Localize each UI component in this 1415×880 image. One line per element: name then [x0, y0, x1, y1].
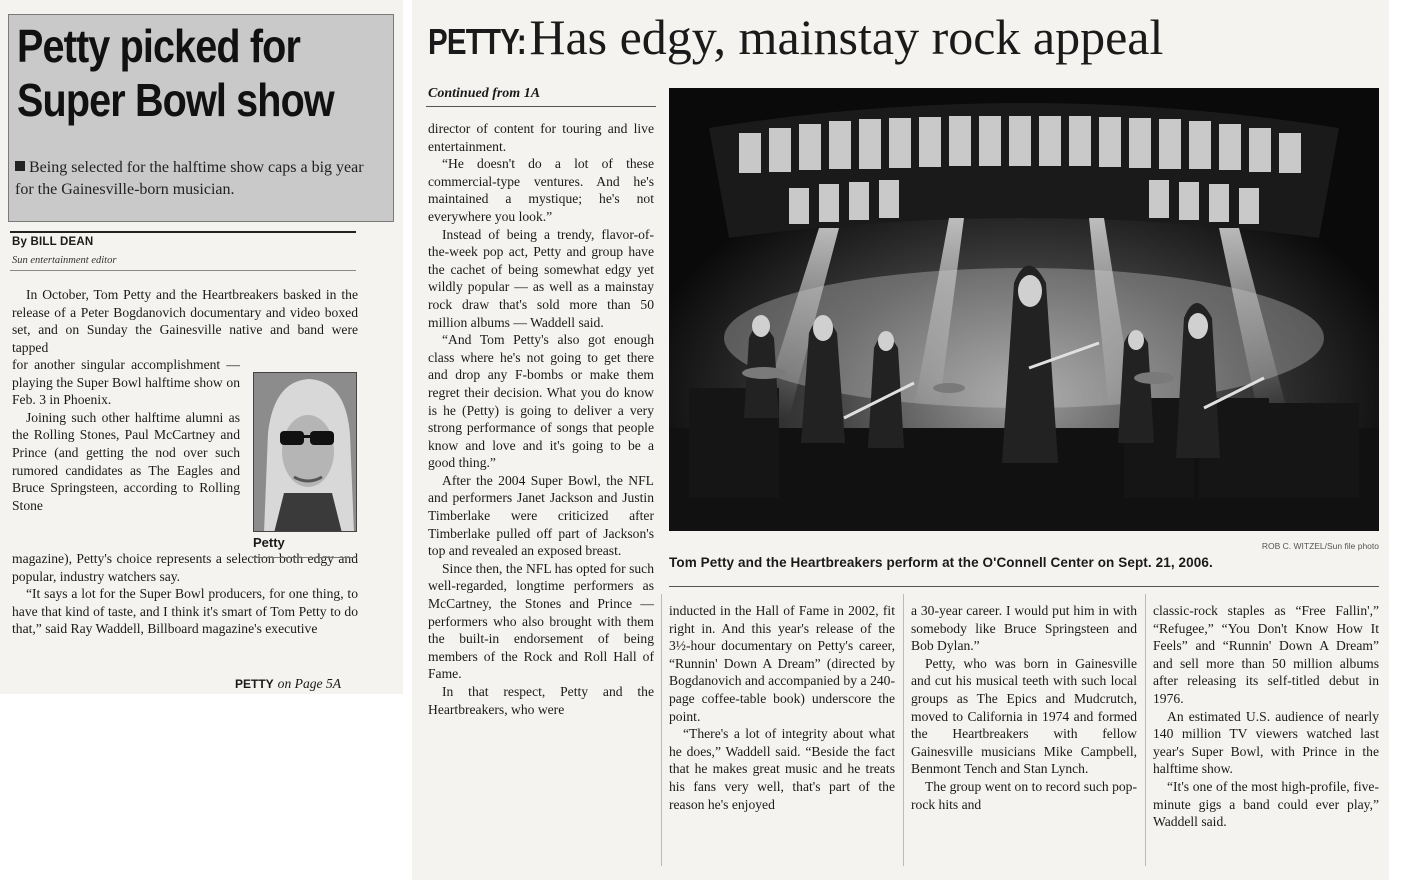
col4-paragraph: An estimated U.S. audience of nearly 140 million TV viewers watched last year's Super Bowl, with Prince in the halftime show. — [1153, 708, 1379, 777]
byline: By BILL DEAN — [12, 236, 94, 248]
mugshot-rule — [253, 557, 357, 558]
jump-headline-text: Has edgy, mainstay rock appeal — [529, 9, 1164, 65]
col4-paragraph: “It's one of the most high-profile, five-minute gigs a band could ever play,” Waddell said. — [1153, 778, 1379, 830]
headline-line-2: Super Bowl show — [17, 74, 334, 126]
jump-column-2 — [669, 602, 895, 813]
jump-kicker: PETTY — [235, 677, 274, 691]
front-column-top — [12, 286, 358, 356]
col1-paragraph: Instead of being a trendy, flavor-of-the-week pop act, Petty and group have the cachet of being somewhat edgy yet wildly popular — as well as a mainstay rock draw that's sold more than 50 million albums — Waddell said. — [428, 226, 654, 330]
jump-column-1 — [428, 120, 654, 718]
col3-paragraph: Petty, who was born in Gainesville and cut his musical teeth with such local groups as The Epics and Mudcrutch, moved to California in 1974 and formed the Heartbreakers with fellow Gainesville musicians Mike Campbell, Benmont Tench and Stan Lynch. — [911, 655, 1137, 777]
photo-credit: ROB C. WITZEL/Sun file photo — [1261, 541, 1379, 551]
petty-mugshot-photo — [253, 372, 357, 532]
column-rule — [1145, 594, 1146, 866]
col2-paragraph: “There's a lot of integrity about what he does,” Waddell said. “Beside the fact that he makes great music and he treats his fans very well, that's part of the reason he's enjoyed — [669, 726, 895, 812]
deck-text: Being selected for the halftime show caps a big year for the Gainesville-born musician. — [15, 159, 364, 198]
front-paragraph-1: In October, Tom Petty and the Heartbreakers basked in the release of a Peter Bogdanovich documentary and video boxed set, and on Sunday the Gainesville native and band were tapped — [12, 287, 358, 355]
front-paragraph-2: Joining such other halftime alumni as the Rolling Stones, Paul McCartney and Prince (and getting the nod over such rumored candidates as The Eagles and Bruce Springsteen, according to Rolling Stone — [12, 409, 240, 513]
col4-paragraph: classic-rock staples as “Free Fallin',” “Refugee,” “You Don't Know How It Feels” and “Runnin' Down A Dream” and sell more than 50 million albums after releasing its self-titled debut in 1976. — [1153, 603, 1379, 706]
column-rule — [661, 594, 662, 866]
col3-paragraph: The group went on to record such pop-rock hits and — [911, 778, 1137, 812]
front-page-clipping — [0, 0, 403, 694]
jump-column-3 — [911, 602, 1137, 813]
front-paragraph-3: “It says a lot for the Super Bowl producers, for one thing, to have that kind of taste, and I think it's smart of Tom Petty to do that,” said Ray Waddell, Billboard magazine's executive — [12, 586, 358, 637]
byline-title: Sun entertainment editor — [12, 255, 117, 266]
col2-paragraph: inducted in the Hall of Fame in 2002, fit right in. And this year's release of the 3½-hour documentary on Petty's career, “Runnin' Down A Dream” (directed by Bogdanovich and accompanied by a 240-page coffee-table book) underscore the point. — [669, 603, 895, 724]
column-rule — [903, 594, 904, 866]
deck — [15, 157, 385, 201]
concert-photo — [669, 88, 1379, 531]
jump-line — [235, 676, 341, 692]
photo-caption: Tom Petty and the Heartbreakers perform at the O'Connell Center on Sept. 21, 2006. — [669, 555, 1213, 570]
jump-headline — [428, 8, 1163, 66]
front-column-wrap — [12, 356, 240, 514]
headline-box — [8, 14, 394, 222]
continued-from: Continued from 1A — [428, 86, 541, 101]
col1-paragraph: “And Tom Petty's also got enough class where he's not going to get there and drop any F-bombs or make them regret their decision. What you do know is he (Petty) is going to deliver a very strong performance of songs that people know and love and it's going to be a good thing.” — [428, 332, 654, 471]
col1-paragraph: director of content for touring and live entertainment. — [428, 121, 654, 154]
jump-column-4 — [1153, 602, 1379, 831]
col1-paragraph: Since then, the NFL has opted for such well-regarded, longtime performers as McCartney, the Stones and Prince — performers who also brought with them the built-in endorsement of being members of the Rock and Roll Hall of Fame. — [428, 560, 654, 682]
front-column-bottom — [12, 550, 358, 638]
bullet-square-icon — [15, 161, 25, 171]
col1-paragraph: “He doesn't do a lot of these commercial-type ventures. And he's maintained a mystique; he's not everywhere you look.” — [428, 156, 654, 224]
jump-text: on Page 5A — [277, 676, 342, 691]
continued-rule — [426, 106, 656, 107]
col1-paragraph: In that respect, Petty and the Heartbreakers, who were — [428, 684, 654, 717]
front-paragraph-2b: magazine), Petty's choice represents a selection both edgy and popular, industry watchers say. — [12, 551, 358, 584]
front-headline — [17, 19, 335, 127]
byline-rule-thin — [10, 270, 356, 271]
caption-rule — [669, 586, 1379, 587]
col3-paragraph: a 30-year career. I would put him in with somebody like Bruce Springsteen and Bob Dylan.” — [911, 603, 1137, 654]
front-paragraph-1b: for another singular accomplishment — playing the Super Bowl halftime show on Feb. 3 in Phoenix. — [12, 357, 240, 408]
byline-rule — [10, 231, 356, 233]
jump-headline-kicker: PETTY: — [428, 21, 526, 62]
headline-line-1: Petty picked for — [17, 20, 301, 72]
mugshot-caption: Petty — [253, 535, 285, 550]
col1-paragraph: After the 2004 Super Bowl, the NFL and performers Janet Jackson and Justin Timberlake were criticized after Timberlake pulled off part of Jackson's top and revealed an exposed breast. — [428, 472, 654, 559]
